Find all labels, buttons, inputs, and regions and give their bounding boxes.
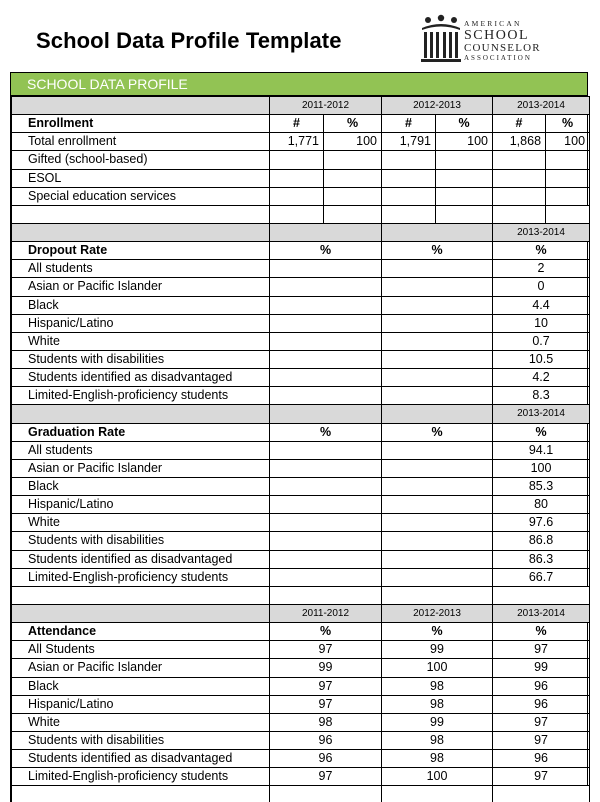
- value-cell: 98: [382, 695, 493, 713]
- value-cell: 99: [493, 659, 590, 677]
- blank-cell: [436, 205, 493, 223]
- blank-cell: [12, 786, 270, 802]
- blank-row: [12, 586, 590, 604]
- page-title: School Data Profile Template: [36, 28, 342, 53]
- table-row: [12, 532, 590, 550]
- row-label: Students with disabilities: [12, 532, 270, 550]
- value-cell: [270, 369, 382, 387]
- table-row: [12, 314, 590, 332]
- value-cell: 97.6: [493, 514, 590, 532]
- value-cell: 99: [270, 659, 382, 677]
- row-label: Asian or Pacific Islander: [12, 659, 270, 677]
- table-row: [12, 133, 590, 151]
- value-cell: [382, 169, 436, 187]
- table-row: [12, 459, 590, 477]
- value-cell: 99: [382, 713, 493, 731]
- value-cell: 99: [382, 641, 493, 659]
- value-cell: [382, 369, 493, 387]
- value-cell: 97: [493, 768, 590, 786]
- table-row: [12, 260, 590, 278]
- blank-cell: [324, 205, 382, 223]
- year-header: 2013-2014: [493, 223, 590, 241]
- row-label: Gifted (school-based): [12, 151, 270, 169]
- value-cell: [382, 151, 436, 169]
- year-header-row: [12, 97, 590, 115]
- blank-cell: [382, 786, 493, 802]
- logo-wordmark: [464, 20, 541, 62]
- row-label: All students: [12, 260, 270, 278]
- header-spacer: [12, 604, 270, 622]
- blank-cell: [546, 205, 590, 223]
- table-row: [12, 496, 590, 514]
- table-row: [12, 387, 590, 405]
- value-cell: 96: [493, 750, 590, 768]
- value-cell: [436, 187, 493, 205]
- value-cell: 10: [493, 314, 590, 332]
- profile-sheet: [10, 72, 588, 802]
- value-cell: 98: [270, 713, 382, 731]
- table-row: [12, 641, 590, 659]
- row-label: Limited-English-proficiency students: [12, 568, 270, 586]
- column-label: %: [270, 242, 382, 260]
- year-header: 2013-2014: [493, 604, 590, 622]
- blank-cell: [270, 586, 382, 604]
- value-cell: 80: [493, 496, 590, 514]
- value-cell: [270, 568, 382, 586]
- value-cell: 94.1: [493, 441, 590, 459]
- row-label: All students: [12, 441, 270, 459]
- value-cell: [546, 187, 590, 205]
- row-label: Limited-English-proficiency students: [12, 768, 270, 786]
- header-spacer: [270, 223, 382, 241]
- section-heading-row: [12, 242, 590, 260]
- row-label: Hispanic/Latino: [12, 496, 270, 514]
- value-cell: [436, 169, 493, 187]
- value-cell: [382, 459, 493, 477]
- year-header-row: [12, 405, 590, 423]
- column-label: %: [270, 623, 382, 641]
- year-header: 2011-2012: [270, 604, 382, 622]
- value-cell: 98: [382, 750, 493, 768]
- year-header: 2013-2014: [493, 405, 590, 423]
- table-row: [12, 332, 590, 350]
- row-label: All Students: [12, 641, 270, 659]
- column-label: %: [382, 623, 493, 641]
- column-label: #: [270, 115, 324, 133]
- row-label: Special education services: [12, 187, 270, 205]
- blank-cell: [382, 205, 436, 223]
- value-cell: 97: [270, 695, 382, 713]
- blank-cell: [12, 205, 270, 223]
- value-cell: [382, 332, 493, 350]
- value-cell: 86.3: [493, 550, 590, 568]
- row-label: White: [12, 332, 270, 350]
- value-cell: 100: [382, 659, 493, 677]
- value-cell: 0.7: [493, 332, 590, 350]
- profile-banner: SCHOOL DATA PROFILE: [11, 73, 587, 96]
- blank-row: [12, 205, 590, 223]
- value-cell: [270, 477, 382, 495]
- value-cell: [270, 151, 324, 169]
- value-cell: [436, 151, 493, 169]
- section-heading: Enrollment: [12, 115, 270, 133]
- table-row: [12, 568, 590, 586]
- table-row: [12, 750, 590, 768]
- value-cell: [382, 387, 493, 405]
- table-row: [12, 296, 590, 314]
- value-cell: 96: [493, 677, 590, 695]
- table-row: [12, 187, 590, 205]
- value-cell: 100: [324, 133, 382, 151]
- value-cell: 2: [493, 260, 590, 278]
- row-label: Black: [12, 477, 270, 495]
- value-cell: 8.3: [493, 387, 590, 405]
- blank-cell: [493, 786, 590, 802]
- value-cell: 96: [270, 731, 382, 749]
- table-row: [12, 550, 590, 568]
- asca-logo: [420, 14, 560, 68]
- value-cell: 98: [382, 731, 493, 749]
- blank-cell: [493, 586, 590, 604]
- value-cell: [493, 187, 546, 205]
- value-cell: [382, 260, 493, 278]
- table-row: [12, 677, 590, 695]
- profile-table: [11, 96, 590, 802]
- header-spacer: [12, 405, 270, 423]
- row-label: White: [12, 514, 270, 532]
- column-label: %: [493, 423, 590, 441]
- table-row: [12, 369, 590, 387]
- blank-row: [12, 786, 590, 802]
- value-cell: [382, 187, 436, 205]
- column-label: %: [436, 115, 493, 133]
- value-cell: [270, 459, 382, 477]
- header-spacer: [12, 223, 270, 241]
- table-row: [12, 731, 590, 749]
- section-heading-row: [12, 115, 590, 133]
- column-label: %: [493, 242, 590, 260]
- section-heading: Graduation Rate: [12, 423, 270, 441]
- row-label: Black: [12, 677, 270, 695]
- value-cell: [270, 496, 382, 514]
- blank-cell: [270, 205, 324, 223]
- blank-cell: [12, 586, 270, 604]
- value-cell: 97: [493, 713, 590, 731]
- value-cell: 85.3: [493, 477, 590, 495]
- value-cell: 1,771: [270, 133, 324, 151]
- table-row: [12, 695, 590, 713]
- logo-line: AMERICAN: [464, 19, 522, 28]
- row-label: Students identified as disadvantaged: [12, 750, 270, 768]
- row-label: Asian or Pacific Islander: [12, 278, 270, 296]
- value-cell: 86.8: [493, 532, 590, 550]
- section-heading-row: [12, 623, 590, 641]
- value-cell: [270, 314, 382, 332]
- year-header: 2011-2012: [270, 97, 382, 115]
- header-spacer: [270, 405, 382, 423]
- value-cell: [546, 169, 590, 187]
- value-cell: [382, 496, 493, 514]
- table-row: [12, 514, 590, 532]
- value-cell: [493, 151, 546, 169]
- row-label: ESOL: [12, 169, 270, 187]
- value-cell: [382, 550, 493, 568]
- table-row: [12, 713, 590, 731]
- section-heading-row: [12, 423, 590, 441]
- value-cell: [382, 568, 493, 586]
- value-cell: 1,868: [493, 133, 546, 151]
- row-label: Students identified as disadvantaged: [12, 369, 270, 387]
- logo-line: ASSOCIATION: [464, 53, 532, 62]
- table-row: [12, 350, 590, 368]
- value-cell: 100: [436, 133, 493, 151]
- value-cell: [270, 441, 382, 459]
- row-label: Students identified as disadvantaged: [12, 550, 270, 568]
- value-cell: [270, 387, 382, 405]
- value-cell: [324, 151, 382, 169]
- year-header: 2012-2013: [382, 604, 493, 622]
- value-cell: [324, 187, 382, 205]
- row-label: Hispanic/Latino: [12, 695, 270, 713]
- value-cell: [270, 532, 382, 550]
- year-header: 2013-2014: [493, 97, 590, 115]
- value-cell: [324, 169, 382, 187]
- value-cell: 97: [270, 677, 382, 695]
- value-cell: [382, 477, 493, 495]
- row-label: Limited-English-proficiency students: [12, 387, 270, 405]
- column-label: %: [546, 115, 590, 133]
- header-spacer: [12, 97, 270, 115]
- row-label: White: [12, 713, 270, 731]
- logo-line: COUNSELOR: [464, 41, 541, 54]
- row-label: Students with disabilities: [12, 731, 270, 749]
- column-label: %: [382, 423, 493, 441]
- table-row: [12, 659, 590, 677]
- year-header: 2012-2013: [382, 97, 493, 115]
- table-row: [12, 477, 590, 495]
- table-row: [12, 151, 590, 169]
- value-cell: [270, 260, 382, 278]
- column-label: #: [493, 115, 546, 133]
- value-cell: [270, 514, 382, 532]
- table-row: [12, 169, 590, 187]
- row-label: Students with disabilities: [12, 350, 270, 368]
- value-cell: [382, 350, 493, 368]
- value-cell: 97: [493, 641, 590, 659]
- row-label: Total enrollment: [12, 133, 270, 151]
- value-cell: 4.4: [493, 296, 590, 314]
- columns-logo-icon: [420, 14, 462, 64]
- header-spacer: [382, 405, 493, 423]
- value-cell: [546, 151, 590, 169]
- value-cell: 10.5: [493, 350, 590, 368]
- value-cell: [493, 169, 546, 187]
- value-cell: 98: [382, 677, 493, 695]
- value-cell: 97: [270, 768, 382, 786]
- column-label: %: [324, 115, 382, 133]
- value-cell: 100: [382, 768, 493, 786]
- value-cell: 4.2: [493, 369, 590, 387]
- table-row: [12, 768, 590, 786]
- header-spacer: [382, 223, 493, 241]
- blank-cell: [493, 205, 546, 223]
- logo-line: SCHOOL: [464, 27, 530, 43]
- column-label: %: [382, 242, 493, 260]
- column-label: %: [270, 423, 382, 441]
- table-row: [12, 441, 590, 459]
- blank-cell: [382, 586, 493, 604]
- year-header-row: [12, 223, 590, 241]
- section-heading: Dropout Rate: [12, 242, 270, 260]
- value-cell: [382, 441, 493, 459]
- row-label: Hispanic/Latino: [12, 314, 270, 332]
- value-cell: [270, 550, 382, 568]
- table-row: [12, 278, 590, 296]
- section-heading: Attendance: [12, 623, 270, 641]
- value-cell: [270, 278, 382, 296]
- value-cell: [382, 314, 493, 332]
- value-cell: 96: [493, 695, 590, 713]
- value-cell: 97: [270, 641, 382, 659]
- value-cell: [382, 532, 493, 550]
- value-cell: [270, 187, 324, 205]
- value-cell: [270, 332, 382, 350]
- value-cell: [270, 169, 324, 187]
- value-cell: 100: [493, 459, 590, 477]
- value-cell: 100: [546, 133, 590, 151]
- value-cell: 1,791: [382, 133, 436, 151]
- value-cell: [270, 296, 382, 314]
- value-cell: [382, 278, 493, 296]
- value-cell: [382, 514, 493, 532]
- row-label: Black: [12, 296, 270, 314]
- blank-cell: [270, 786, 382, 802]
- value-cell: [382, 296, 493, 314]
- value-cell: 97: [493, 731, 590, 749]
- value-cell: [270, 350, 382, 368]
- column-label: %: [493, 623, 590, 641]
- value-cell: 66.7: [493, 568, 590, 586]
- column-label: #: [382, 115, 436, 133]
- value-cell: 0: [493, 278, 590, 296]
- year-header-row: [12, 604, 590, 622]
- row-label: Asian or Pacific Islander: [12, 459, 270, 477]
- value-cell: 96: [270, 750, 382, 768]
